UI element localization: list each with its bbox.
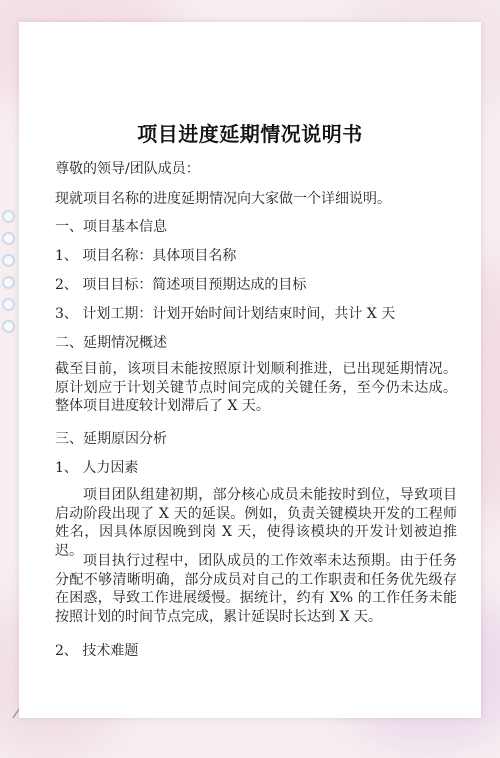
- subsection-heading: 2、 技术难题: [55, 643, 139, 659]
- intro-text: 现就项目名称的进度延期情况向大家做一个详细说明。: [55, 191, 391, 207]
- section-heading: 三、延期原因分析: [55, 431, 167, 447]
- binder-ring-icon: [2, 320, 15, 333]
- list-item: 2、 项目目标：简述项目预期达成的目标: [55, 277, 307, 293]
- paragraph: 项目执行过程中，团队成员的工作效率未达预期。由于任务分配不够清晰明确，部分成员对自己的工作职责和任务优先级存在困惑，导致工作进展缓慢。据统计，约有 X% 的工作任务未能按照计划的时间节点完成，累计延误时长达到 X 天。: [55, 553, 457, 625]
- binder-ring-icon: [2, 254, 15, 267]
- paragraph: 项目团队组建初期，部分核心成员未能按时到位，导致项目启动阶段出现了 X 天的延误。例如，负责关键模块开发的工程师姓名，因具体原因晚到岗 X 天，使得该模块的开发计划被迫推迟。: [55, 487, 457, 559]
- list-item: 3、 计划工期：计划开始时间计划结束时间，共计 X 天: [55, 306, 396, 322]
- binder-ring-icon: [2, 298, 15, 311]
- list-item: 1、 项目名称：具体项目名称: [55, 248, 237, 264]
- greeting-text: 尊敬的领导/团队成员：: [55, 161, 200, 177]
- binder-ring-icon: [2, 276, 15, 289]
- section-heading: 二、延期情况概述: [55, 335, 167, 351]
- binder-ring-icon: [2, 232, 15, 245]
- binder-rings: [2, 210, 14, 342]
- paragraph: 截至目前，该项目未能按照原计划顺利推进，已出现延期情况。原计划应于计划关键节点时间完成的关键任务，至今仍未达成。整体项目进度较计划滞后了 X 天。: [55, 361, 457, 414]
- document-title: 项目进度延期情况说明书: [137, 122, 363, 146]
- section-heading: 一、项目基本信息: [55, 219, 167, 235]
- subsection-heading: 1、 人力因素: [55, 460, 139, 476]
- document-page: [19, 22, 481, 718]
- binder-ring-icon: [2, 210, 15, 223]
